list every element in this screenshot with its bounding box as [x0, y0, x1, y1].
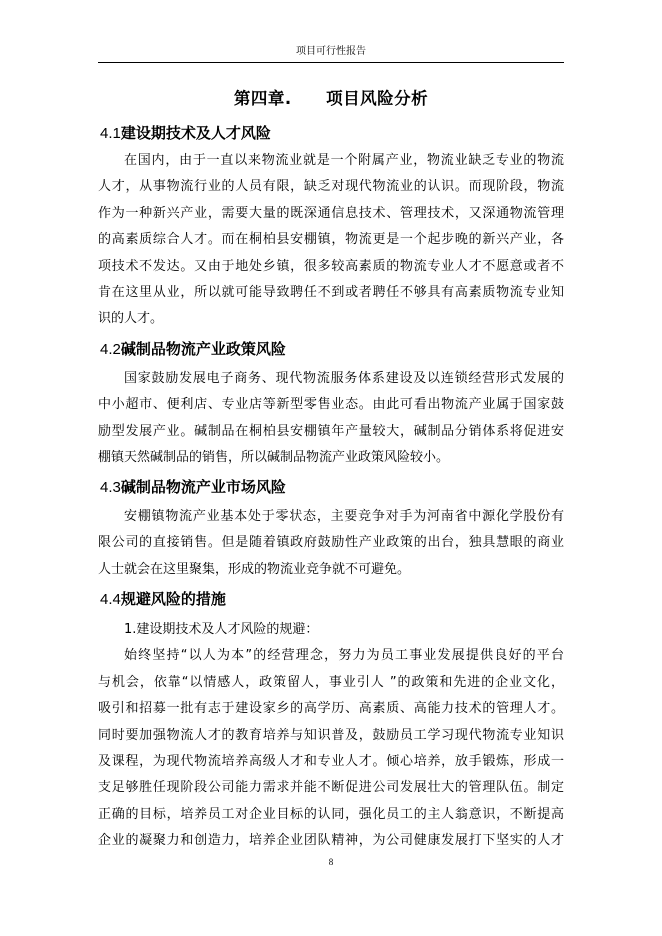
text-line: 与机会，依靠“以情感人，政策留人，事业引人 ”的政策和先进的企业文化，	[98, 674, 564, 690]
section-number: 4.3	[100, 479, 121, 496]
chapter-number: 第四章.	[233, 89, 292, 108]
section-number: 4.2	[100, 341, 121, 358]
section-heading	[100, 589, 226, 610]
text-line: 同时要加强物流人才的教育培养与知识普及，鼓励员工学习现代物流专业知识	[98, 727, 564, 743]
chapter-title: 项目风险分析	[326, 89, 429, 108]
text-line: 人士就会在这里聚集，形成的物流业竞争就不可避免。	[98, 561, 411, 577]
text-line: 国家鼓励发展电子商务、现代物流服务体系建设及以连锁经营形式发展的	[124, 371, 564, 386]
section-heading	[100, 339, 286, 360]
text-line: 肯在这里从业，所以就可能导致聘任不到或者聘任不够具有高素质物流专业知	[98, 284, 564, 300]
chapter-heading	[98, 88, 564, 110]
text-line: 在国内，由于一直以来物流业就是一个附属产业，物流业缺乏专业的物流	[124, 153, 564, 168]
section-heading	[100, 477, 286, 498]
section-title: 碱制品物流产业政策风险	[120, 340, 286, 358]
section-title: 建设期技术及人才风险	[120, 124, 271, 142]
text-line: 安棚镇物流产业基本处于零状态，主要竞争对手为河南省中源化学股份有	[124, 509, 564, 524]
text-line: 项技术不发达。又由于地处乡镇，很多较高素质的物流专业人才不愿意或者不	[98, 258, 564, 274]
text-line: 1.建设期技术及人才风险的规避：	[124, 622, 319, 637]
paragraph	[98, 617, 564, 855]
text-line: 的高素质综合人才。而在桐柏县安棚镇，物流更是一个起步晚的新兴产业，各	[98, 232, 564, 248]
text-line: 支足够胜任现阶段公司能力需求并能不断促进公司发展壮大的管理队伍。制定	[98, 780, 564, 796]
text-line: 棚镇天然碱制品的销售，所以碱制品物流产业政策风险较小。	[98, 450, 450, 466]
section-heading	[100, 123, 271, 144]
text-line: 人才，从事物流行业的人员有限，缺乏对现代物流业的认识。而现阶段，物流	[98, 179, 564, 195]
header-rule	[98, 62, 564, 63]
paragraph	[98, 148, 564, 333]
text-line: 限公司的直接销售。但是随着镇政府鼓励性产业政策的出台，独具慧眼的商业	[98, 535, 564, 551]
section-title: 规避风险的措施	[120, 590, 226, 608]
paragraph	[98, 504, 564, 583]
text-line: 作为一种新兴产业，需要大量的既深通信息技术、管理技术，又深通物流管理	[98, 205, 564, 221]
text-line: 企业的凝聚力和创造力，培养企业团队精神，为公司健康发展打下坚实的人才	[98, 833, 564, 849]
text-line: 中小超市、便利店、专业店等新型零售业态。由此可看出物流产业属于国家鼓	[98, 397, 564, 413]
text-line: 正确的目标，培养员工对企业目标的认同，强化员工的主人翁意识，不断提高	[98, 806, 564, 822]
section-number: 4.4	[100, 591, 121, 608]
paragraph	[98, 366, 564, 472]
text-line: 吸引和招募一批有志于建设家乡的高学历、高素质、高能力技术的管理人才。	[98, 701, 564, 717]
section-number: 4.1	[100, 125, 121, 142]
text-line: 及课程，为现代物流培养高级人才和专业人才。倾心培养，放手锻炼，形成一	[98, 753, 564, 769]
page-number: 8	[328, 857, 334, 867]
text-line: 识的人才。	[98, 311, 164, 327]
text-line: 励型发展产业。碱制品在桐柏县安棚镇年产量较大，碱制品分销体系将促进安	[98, 423, 564, 439]
running-header: 项目可行性报告	[296, 46, 366, 57]
text-line: 始终坚持“以人为本”的经营理念，努力为员工事业发展提供良好的平台	[124, 648, 564, 664]
section-title: 碱制品物流产业市场风险	[120, 478, 286, 496]
